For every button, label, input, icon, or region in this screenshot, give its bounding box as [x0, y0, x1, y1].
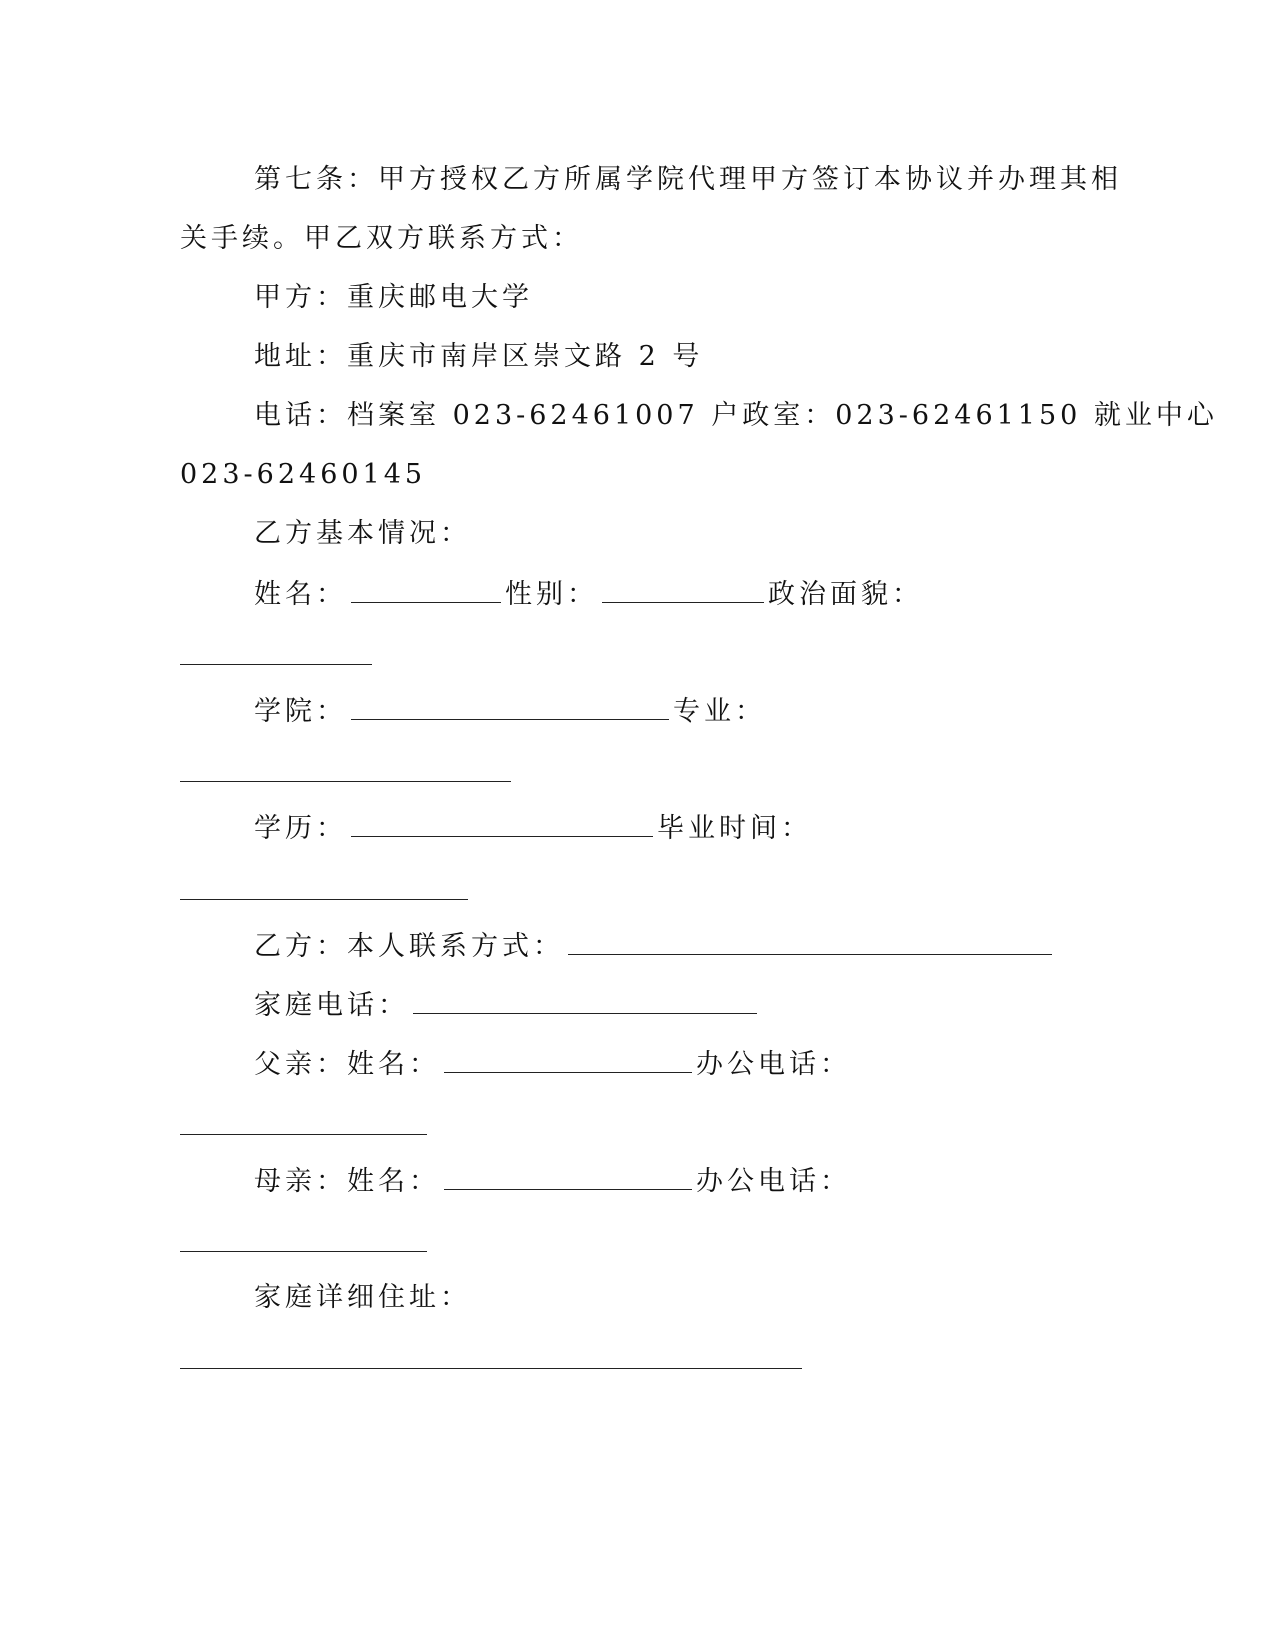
- major-blank[interactable]: [180, 781, 511, 782]
- home-address-label: 家庭详细住址：: [254, 1282, 471, 1313]
- father-office-phone-blank[interactable]: [180, 1134, 427, 1135]
- education-blank[interactable]: [351, 810, 653, 837]
- mother-name-blank[interactable]: [444, 1163, 692, 1190]
- contact-blank[interactable]: [568, 928, 1052, 955]
- father-name-label: 父亲：姓名：: [254, 1049, 440, 1080]
- mother-office-phone-label: 办公电话：: [696, 1166, 851, 1197]
- party-b-contact-row: [254, 928, 1056, 964]
- father-office-phone-label: 办公电话：: [696, 1049, 851, 1080]
- home-phone-label: 家庭电话：: [254, 990, 409, 1021]
- party-a-phone: 电话：档案室 023-62461007 户政室：023-62461150 就业中心: [254, 400, 1218, 431]
- home-phone-row: [254, 987, 761, 1023]
- home-address-blank[interactable]: [180, 1368, 802, 1369]
- party-b-college-row: [254, 693, 766, 729]
- name-label: 姓名：: [254, 579, 347, 610]
- mother-name-label: 母亲：姓名：: [254, 1166, 440, 1197]
- home-phone-blank[interactable]: [413, 987, 757, 1014]
- graduation-time-label: 毕业时间：: [657, 813, 812, 844]
- party-b-name-row: [254, 576, 923, 612]
- name-blank[interactable]: [351, 576, 501, 603]
- article-7-line-2: 关手续。甲乙双方联系方式：: [180, 223, 583, 254]
- contact-label: 乙方：本人联系方式：: [254, 931, 564, 962]
- article-7-line-1: 第七条：甲方授权乙方所属学院代理甲方签订本协议并办理其相: [254, 164, 1122, 195]
- college-blank[interactable]: [351, 693, 669, 720]
- political-status-blank[interactable]: [180, 664, 372, 665]
- mother-office-phone-blank[interactable]: [180, 1251, 427, 1252]
- mother-row: [254, 1163, 851, 1199]
- party-a-address: 地址：重庆市南岸区崇文路 2 号: [254, 341, 704, 372]
- gender-label: 性别：: [505, 579, 598, 610]
- graduation-time-blank[interactable]: [180, 899, 468, 900]
- party-a-name: 甲方：重庆邮电大学: [254, 282, 533, 313]
- education-label: 学历：: [254, 813, 347, 844]
- party-a-phone-continued: 023-62460145: [180, 459, 427, 490]
- political-status-label: 政治面貌：: [768, 579, 923, 610]
- father-row: [254, 1046, 851, 1082]
- college-label: 学院：: [254, 696, 347, 727]
- party-b-heading: 乙方基本情况：: [254, 518, 471, 549]
- gender-blank[interactable]: [602, 576, 764, 603]
- father-name-blank[interactable]: [444, 1046, 692, 1073]
- major-label: 专业：: [673, 696, 766, 727]
- party-b-education-row: [254, 810, 812, 846]
